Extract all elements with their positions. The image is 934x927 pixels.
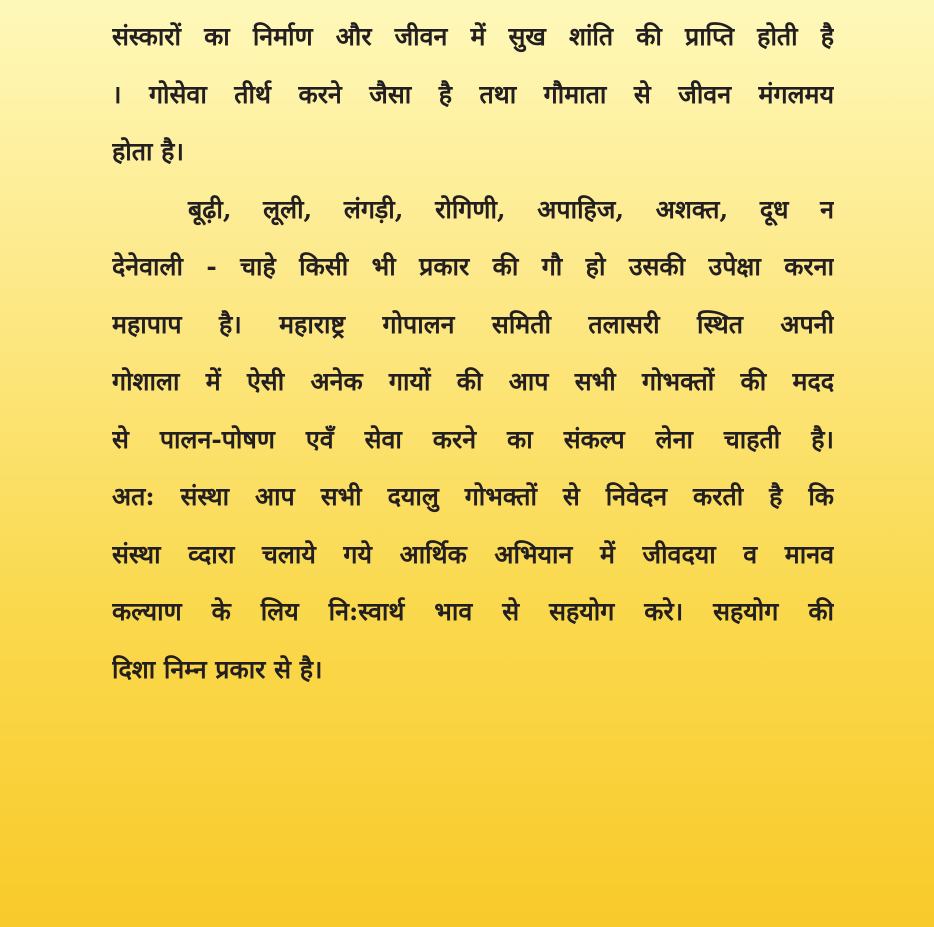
text-line: कल्याण के लिय नि:स्वार्थ भाव से सहयोग करे। सहयोग की (112, 597, 834, 626)
text-line: बूढ़ी, लूली, लंगड़ी, रोगिणी, अपाहिज, अशक्त, दूध न (188, 194, 834, 224)
text-line: दिशा निम्न प्रकार से है। (112, 654, 323, 684)
text-line: अत: संस्था आप सभी दयालु गोभक्तों से निवेदन करती है कि (112, 482, 834, 511)
document-page (112, 8, 834, 698)
text-line: संस्था व्दारा चलाये गये आर्थिक अभियान में जीवदया व मानव (112, 539, 834, 569)
text-line: महापाप है। महाराष्ट्र गोपालन समिती तलासरी स्थित अपनी (112, 309, 834, 339)
text-line: गोशाला में ऐसी अनेक गायों की आप सभी गोभक्तों की मदद (112, 367, 834, 396)
paragraph-1 (112, 8, 834, 181)
paragraph-2 (112, 181, 834, 699)
text-line: से पालन-पोषण एवँ सेवा करने का संकल्प लेना चाहती है। (112, 424, 834, 454)
text-line: । गोसेवा तीर्थ करने जैसा है तथा गौमाता से जीवन मंगलमय (112, 79, 834, 109)
text-line: होता है। (112, 137, 184, 166)
text-line: संस्कारों का निर्माण और जीवन में सुख शांति की प्राप्ति होती है (112, 22, 834, 51)
text-line: देनेवाली - चाहे किसी भी प्रकार की गौ हो उसकी उपेक्षा करना (112, 252, 834, 281)
